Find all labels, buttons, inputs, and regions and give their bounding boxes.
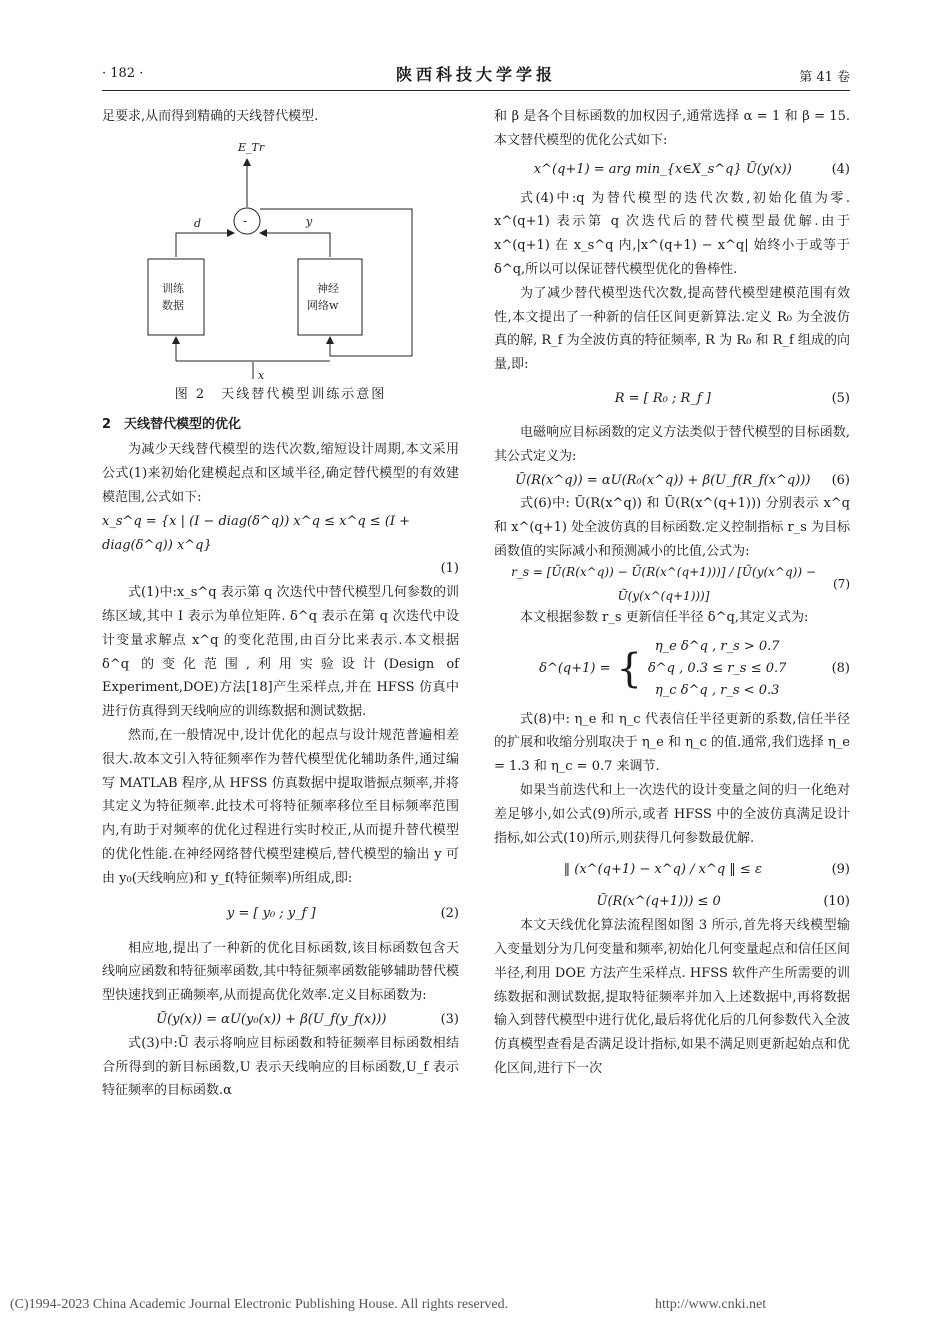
box1-line1: 训练 xyxy=(162,281,184,295)
copyright-footer: (C)1994-2023 China Academic Journal Electronic Publishing House. All rights reserved. xyxy=(10,1297,509,1312)
equation-6: Ũ(R(x^q)) = αU(R₀(x^q)) + β(U_f(R_f(x^q))) (6) xyxy=(515,472,850,488)
paragraph: 式(1)中:x_s^q 表示第 q 次迭代中替代模型几何参数的训练区域,其中 I 表示为单位矩阵. δ^q 表示在第 q 次迭代中设计变量求解点 x^q 的变化范围,由百分比来表示.本文根据 δ^q 的变化范围,利用实验设计(Design of Experiment,DOE)方法[18]产生采样点,并在 HFSS 仿真中进行仿真得到天线响应的训练数据和测试数据. xyxy=(102,585,459,720)
page-number: · 182 · xyxy=(102,66,144,81)
paragraph: 为减少天线替代模型的迭代次数,缩短设计周期,本文采用公式(1)来初始化建模起点和区域半径,确定替代模型的有效建模范围,公式如下: xyxy=(102,442,459,505)
paragraph: 本文天线优化算法流程图如图 3 所示,首先将天线模型输入变量划分为几何变量和频率,初始化几何变量起点和信任区间半径,利用 DOE 方法产生采样点. HFSS 软件产生所需要的训练数据和测试数据,提取特征频率并加入上述数据中,再将数据输入到替代模型中进行优化,最后将优化后的几何参数代入全波仿真模型查看是否满足设计指标,如果不满足则更新起始点和优化区间,进行下一次 xyxy=(494,918,850,1076)
paragraph: 足要求,从而得到精确的天线替代模型. xyxy=(102,109,319,124)
y-label: y xyxy=(306,214,313,228)
volume-label: 第 41 卷 xyxy=(799,70,850,85)
eq8-case1: η_e δ^q , r_s > 0.7 xyxy=(654,638,780,654)
y-line xyxy=(260,233,330,257)
journal-title: 陕西科技大学学报 xyxy=(395,65,556,84)
d-label: d xyxy=(194,216,202,230)
paragraph: 然而,在一般情况中,设计优化的起点与设计规范普遍相差很大.故本文引入特征频率作为替代模型优化辅助条件,通过编写 MATLAB 程序,从 HFSS 仿真数据中提取谐振点频率,并将其定义为特征频率.此技术可将特征频率移位至目标频率范围内,有助于对频率的优化过程进行实时校正,从而提升替代模型的优化性能.在神经网络替代模型建模后,替代模型的输出 y 可由 y₀(天线响应)和 y_f(特征频率)所组成,即: xyxy=(102,727,459,886)
equation-1: x_s^q = {x | (I − diag(δ^q)) x^q ≤ x^q ≤ (I + diag(δ^q)) x^q} xyxy=(102,513,411,553)
d-line xyxy=(176,233,234,257)
feedback-line-2 xyxy=(330,337,412,356)
paragraph: 如果当前迭代和上一次迭代的设计变量之间的归一化绝对差足够小,如公式(9)所示,或者 HFSS 中的全波仿真满足设计指标,如公式(10)所示,则获得几何参数最优解. xyxy=(494,782,850,846)
equation-8: δ^(q+1) = { η_e δ^q , r_s > 0.7 δ^q , 0.3 ≤ r_s ≤ 0.7 η_c δ^q , r_s < 0.3 (8) xyxy=(494,630,850,708)
left-column xyxy=(102,105,459,1103)
equation-9: ‖ (x^(q+1) − x^q) / x^q ‖ ≤ ε (9) xyxy=(563,862,850,878)
equation-1-number: (1) xyxy=(440,561,459,577)
equation-5: R = [ R₀ ; R_f ] (5) xyxy=(614,391,850,407)
paragraph: 和 β 是各个目标函数的加权因子,通常选择 α = 1 和 β = 15.本文替代模型的优化公式如下: xyxy=(494,109,850,148)
e-label: E_Tr xyxy=(238,140,265,154)
training-data-box xyxy=(148,259,204,335)
eq8-case2: δ^q , 0.3 ≤ r_s ≤ 0.7 xyxy=(647,660,787,676)
box2-line1: 神经 xyxy=(317,281,339,295)
page-header xyxy=(102,62,850,90)
neural-network-box xyxy=(298,259,362,335)
section-heading: 2 天线替代模型的优化 xyxy=(102,416,242,432)
eq8-case3: η_c δ^q , r_s < 0.3 xyxy=(655,682,780,698)
paragraph: 式(4)中:q 为替代模型的迭代次数,初始化值为零. x^(q+1) 表示第 q 次迭代后的替代模型最优解.由于 x^(q+1) 在 x_s^q 内,|x^(q+1) − x^q| 始终小于或等于 δ^q,所以可以保证替代模型优化的鲁棒性. xyxy=(494,190,850,277)
figure-caption: 图 2 天线替代模型训练示意图 xyxy=(174,386,387,402)
paragraph: 式(8)中: η_e 和 η_c 代表信任半径更新的系数,信任半径的扩展和收缩分别取决于 η_e 和 η_c 的值.通常,我们选择 η_e = 1.3 和 η_c = 0.7 来调节. xyxy=(494,711,850,775)
paragraph: 为了减少替代模型迭代次数,提高替代模型建模范围有效性,本文提出了一种新的信任区间更新算法.定义 R₀ 为全波仿真的解, R_f 为全波仿真的特征频率, R 为 R₀ 和 R_f 组成的向量,即: xyxy=(494,285,850,373)
paragraph: 相应地,提出了一种新的优化目标函数,该目标函数包含天线响应函数和特征频率函数,其中特征频率函数能够辅助替代模型快速找到正确频率,从而提高优化效率.定义目标函数为: xyxy=(102,940,459,1004)
figure-2-diagram xyxy=(102,129,459,379)
equation-7: r_s = [Ũ(R(x^q)) − Ũ(R(x^(q+1)))] / [Ũ(y(x^q)) − Ũ(y(x^(q+1)))] (7) xyxy=(511,564,850,603)
x-label: x xyxy=(258,368,265,379)
footer-url: http://www.cnki.net xyxy=(655,1297,767,1312)
equation-2: y = [ y₀ ; y_f ] (2) xyxy=(226,905,459,921)
minus-sign: - xyxy=(243,213,248,228)
paragraph: 电磁响应目标函数的定义方法类似于替代模型的目标函数,其公式定义为: xyxy=(494,424,850,464)
paragraph: 式(6)中: Ũ(R(x^q)) 和 Ũ(R(x^(q+1))) 分别表示 x^q 和 x^(q+1) 处全波仿真的目标函数.定义控制指标 r_s 为目标函数值的实际减小和预测减小的比值,公式为: xyxy=(494,496,850,559)
header-rule xyxy=(102,90,850,91)
equation-3: Ũ(y(x)) = αU(y₀(x)) + β(U_f(y_f(x))) (3) xyxy=(156,1011,459,1027)
paragraph: 本文根据参数 r_s 更新信任半径 δ^q,其定义式为: xyxy=(520,609,809,625)
equation-10: Ũ(R(x^(q+1))) ≤ 0 (10) xyxy=(596,894,850,910)
equation-4: x^(q+1) = arg min_{x∈X_s^q} Ũ(y(x)) (4) xyxy=(533,161,850,177)
box1-line2: 数据 xyxy=(162,298,184,312)
paragraph: 式(3)中:Ũ 表示将响应目标函数和特征频率目标函数相结合所得到的新目标函数,U 表示天线响应的目标函数,U_f 表示特征频率的目标函数.α xyxy=(102,1035,459,1099)
right-column xyxy=(494,105,850,1081)
eq8-lhs: δ^(q+1) = xyxy=(539,660,611,676)
box2-line2: 网络w xyxy=(307,298,339,312)
